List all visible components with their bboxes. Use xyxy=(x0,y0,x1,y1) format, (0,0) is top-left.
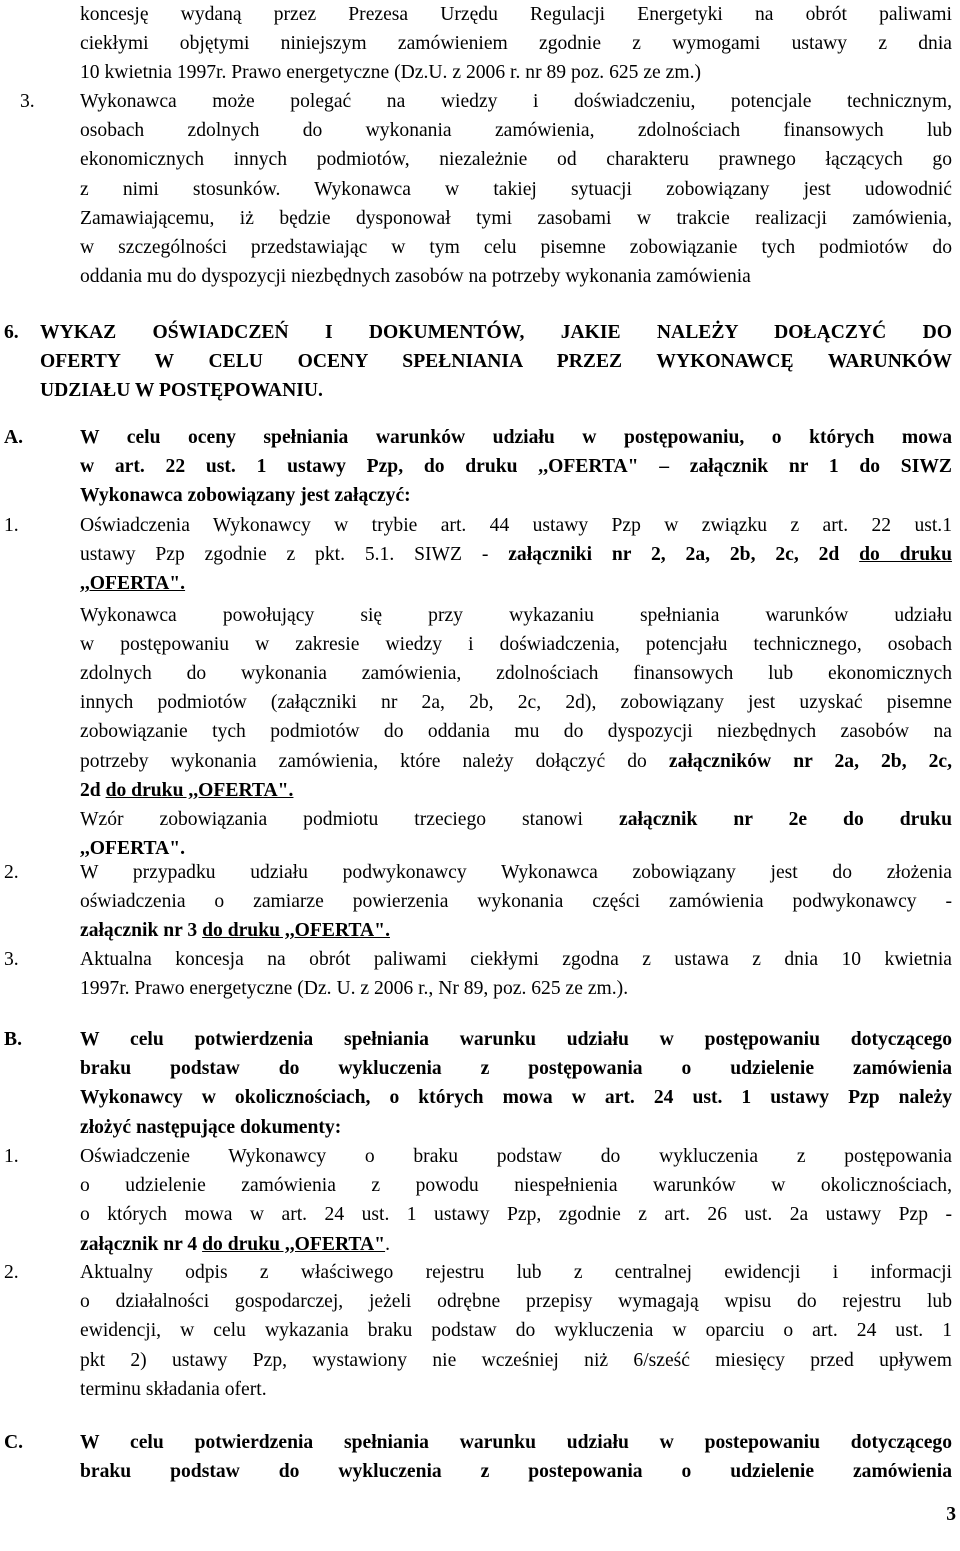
form-reference: do druku xyxy=(859,544,952,566)
heading-line: WYKAZ OŚWIADCZEŃ I DOKUMENTÓW, JAKIE NALEŻY DOŁĄCZYĆ DO xyxy=(40,322,952,343)
text-line: z nimi stosunków. Wykonawca w takiej sytuacji zobowiązany jest udowodnić xyxy=(80,178,952,200)
form-reference: ,,OFERTA". xyxy=(80,573,186,595)
attachment-reference: załącznik nr 3 xyxy=(80,920,203,942)
text-line: oddania mu do dyspozycji niezbędnych zasobów na potrzeby wykonania zamówienia xyxy=(80,266,751,288)
section-letter: B. xyxy=(4,1029,22,1050)
text-line: Oświadczenia Wykonawcy w trybie art. 44 ustawy Pzp w związku z art. 22 ust.1 xyxy=(80,515,952,536)
heading-line: w art. 22 ust. 1 ustawy Pzp, do druku ,,OFERTA" – załącznik nr 1 do SIWZ xyxy=(80,456,952,478)
section-b-item-2 xyxy=(4,1258,952,1404)
text-line xyxy=(80,1230,952,1259)
text-line: zdolnych do wykonania zamówienia, zdolnościach finansowych lub ekonomicznych xyxy=(80,663,952,685)
text-line: Wykonawca powołujący się przy wykazaniu spełniania warunków udziału xyxy=(80,604,952,626)
section-a-heading xyxy=(4,423,952,511)
section-b-heading xyxy=(4,1025,952,1142)
text-line: Zamawiającemu, iż będzie dysponował tymi zasobami w trakcie realizacji zamówienia, xyxy=(80,207,952,229)
text-line: zobowiązanie tych podmiotów do oddania mu do dyspozycji niezbędnych zasobów na xyxy=(80,721,952,743)
list-number: 1. xyxy=(4,515,19,536)
section-a-item-2 xyxy=(4,858,952,946)
heading-line: W celu potwierdzenia spełniania warunku udziału w postępowaniu dotyczącego xyxy=(80,1029,952,1050)
attachment-reference: 2d xyxy=(80,779,106,801)
text-line xyxy=(80,776,952,805)
list-number: 2. xyxy=(4,1262,19,1283)
text-run: Wzór zobowiązania podmiotu trzeciego stanowi xyxy=(80,809,619,831)
text-line: Wykonawca może polegać na wiedzy i doświadczeniu, potencjale technicznym, xyxy=(80,91,952,112)
text-line: osobach zdolnych do wykonania zamówienia, zdolnościach finansowych lub xyxy=(80,120,952,142)
text-line: Aktualna koncesja na obrót paliwami ciekłymi zgodna z ustawa z dnia 10 kwietnia xyxy=(80,949,952,970)
text-line: ciekłymi objętymi niniejszym zamówieniem zgodnie z wymogami ustawy z dnia xyxy=(80,33,952,55)
heading-line: UDZIAŁU W POSTĘPOWANIU. xyxy=(40,380,323,402)
text-line xyxy=(80,916,952,945)
text-run: . xyxy=(385,1233,390,1255)
text-line: Oświadczenie Wykonawcy o braku podstaw do wykluczenia z postępowania xyxy=(80,1146,952,1167)
text-line: o działalności gospodarczej, jeżeli odrębne przepisy wymagają wpisu do rejestru lub xyxy=(80,1291,952,1313)
section-c-heading xyxy=(4,1428,952,1486)
section-letter: A. xyxy=(4,427,24,448)
text-line xyxy=(80,805,952,834)
page-number: 3 xyxy=(946,1504,956,1525)
form-reference: do druku ,,OFERTA" xyxy=(202,1233,386,1255)
section-b-item-1 xyxy=(4,1142,952,1259)
heading-line: złożyć następujące dokumenty: xyxy=(80,1116,342,1138)
text-line: ewidencji, w celu wykazania braku podstaw do wykluczenia w oparciu o art. 24 ust. 1 xyxy=(80,1320,952,1342)
form-reference: do druku ,,OFERTA". xyxy=(202,920,390,942)
list-number: 1. xyxy=(4,1146,19,1167)
text-line: W przypadku udziału podwykonawcy Wykonawca zobowiązany jest do złożenia xyxy=(80,862,952,883)
text-line: koncesję wydaną przez Prezesa Urzędu Regulacji Energetyki na obrót paliwami xyxy=(80,4,952,25)
attachment-reference: załączników nr 2a, 2b, 2c, xyxy=(668,750,953,772)
text-line: pkt 2) ustawy Pzp, wystawiony nie wcześniej niż 6/sześć miesięcy przed upływem xyxy=(80,1349,952,1371)
text-line: terminu składania ofert. xyxy=(80,1378,267,1400)
heading-line: braku podstaw do wykluczenia z postepowania o udzielenie zamówienia xyxy=(80,1461,952,1483)
text-line: w postępowaniu w zakresie wiedzy i doświadczenia, potencjału technicznego, osobach xyxy=(80,633,952,655)
section-letter: C. xyxy=(4,1432,24,1453)
section-a-item-3 xyxy=(4,945,952,1003)
text-line: innych podmiotów (załączniki nr 2a, 2b, 2c, 2d), zobowiązany jest uzyskać pisemne xyxy=(80,692,952,714)
text-line: o udzielenie zamówienia z powodu niespełnienia warunków w okolicznościach, xyxy=(80,1175,952,1197)
intro-paragraph xyxy=(80,0,952,88)
form-reference: ,,OFERTA". xyxy=(80,838,186,860)
text-run: potrzeby wykonania zamówienia, które należy dołączyć do xyxy=(80,750,669,772)
heading-line: Wykonawcy w okolicznościach, o których mowa w art. 24 ust. 1 ustawy Pzp należy xyxy=(80,1087,952,1109)
heading-line: W celu oceny spełniania warunków udziału w postępowaniu, o których mowa xyxy=(80,427,952,448)
heading-line: Wykonawca zobowiązany jest załączyć: xyxy=(80,485,411,507)
text-line: 1997r. Prawo energetyczne (Dz. U. z 2006 r., Nr 89, poz. 625 ze zm.). xyxy=(80,978,629,1000)
heading-line: OFERTY W CELU OCENY SPEŁNIANIA PRZEZ WYKONAWCĘ WARUNKÓW xyxy=(40,351,952,373)
list-number: 3. xyxy=(20,91,35,112)
text-line: w szczególności przedstawiając w tym celu pisemne zobowiązanie tych podmiotów do xyxy=(80,237,952,259)
text-line: oświadczenia o zamiarze powierzenia wykonania części zamówienia podwykonawcy - xyxy=(80,891,952,913)
text-line: Aktualny odpis z właściwego rejestru lub z centralnej ewidencji i informacji xyxy=(80,1262,952,1283)
text-run: ustawy Pzp zgodnie z pkt. 5.1. SIWZ - xyxy=(80,544,509,566)
attachment-reference: załączniki nr 2, 2a, 2b, 2c, 2d xyxy=(508,544,860,566)
section-number: 6. xyxy=(4,322,19,343)
attachment-reference: załącznik nr 2e do druku xyxy=(619,809,953,831)
heading-line: W celu potwierdzenia spełniania warunku udziału w postepowaniu dotyczącego xyxy=(80,1432,952,1453)
form-reference: do druku ,,OFERTA". xyxy=(105,779,294,801)
text-line: o których mowa w art. 24 ust. 1 ustawy Pzp, zgodnie z art. 26 ust. 2a ustawy Pzp - xyxy=(80,1204,952,1226)
text-line xyxy=(80,747,952,776)
section-a-item-1 xyxy=(4,511,953,863)
text-line: ekonomicznych innych podmiotów, niezależnie od charakteru prawnego łączących go xyxy=(80,149,952,171)
list-item-3 xyxy=(20,87,952,291)
attachment-reference: załącznik nr 4 xyxy=(80,1233,203,1255)
list-number: 3. xyxy=(4,949,19,970)
heading-line: braku podstaw do wykluczenia z postępowania o udzielenie zamówienia xyxy=(80,1058,952,1080)
list-number: 2. xyxy=(4,862,19,883)
text-line xyxy=(80,540,952,569)
text-line: 10 kwietnia 1997r. Prawo energetyczne (Dz.U. z 2006 r. nr 89 poz. 625 ze zm.) xyxy=(80,62,702,84)
